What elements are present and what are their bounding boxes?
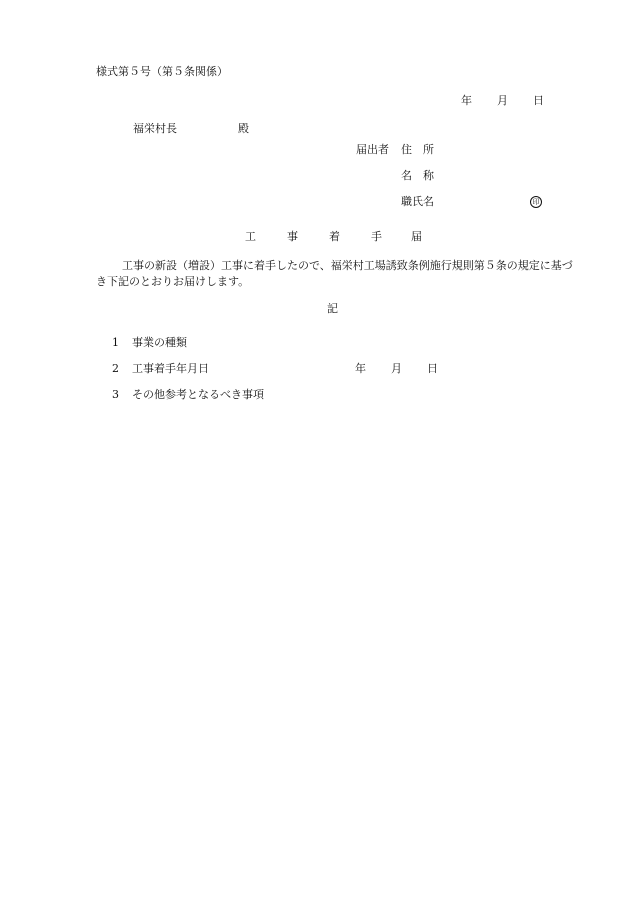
document-title (245, 231, 422, 242)
ki-heading: 記 (327, 302, 338, 315)
item-number: 3 (112, 388, 119, 401)
title-char: 工 (245, 230, 256, 243)
name-label: 名 称 (401, 169, 434, 182)
seal-icon: 印 (530, 196, 542, 208)
position-label: 職氏名 (401, 195, 434, 208)
title-char: 着 (329, 230, 340, 243)
item2-year: 年 (355, 362, 366, 375)
item2-day: 日 (427, 362, 438, 375)
date-month: 月 (497, 94, 508, 107)
item-label: 工事着手年月日 (132, 362, 209, 375)
seal-mark (530, 195, 542, 208)
title-char: 事 (287, 230, 298, 243)
form-number: 様式第５号（第５条関係） (96, 65, 228, 78)
notifier-label: 届出者 (356, 143, 389, 156)
item-number: 1 (112, 336, 119, 349)
date-year: 年 (461, 94, 472, 107)
addressee-name: 福栄村長 (133, 122, 177, 135)
title-char: 手 (371, 230, 382, 243)
title-char: 届 (411, 230, 422, 243)
date-day: 日 (533, 94, 544, 107)
item2-month: 月 (391, 362, 402, 375)
item-label: その他参考となるべき事項 (132, 388, 264, 401)
address-label: 住 所 (401, 143, 434, 156)
addressee-honorific: 殿 (238, 122, 249, 135)
item-number: 2 (112, 362, 119, 375)
body-text: 工事の新設（増設）工事に着手したので、福栄村工場誘致条例施行規則第５条の規定に基づき下記のとおりお届けします。 (96, 259, 573, 288)
item-label: 事業の種類 (132, 336, 187, 349)
